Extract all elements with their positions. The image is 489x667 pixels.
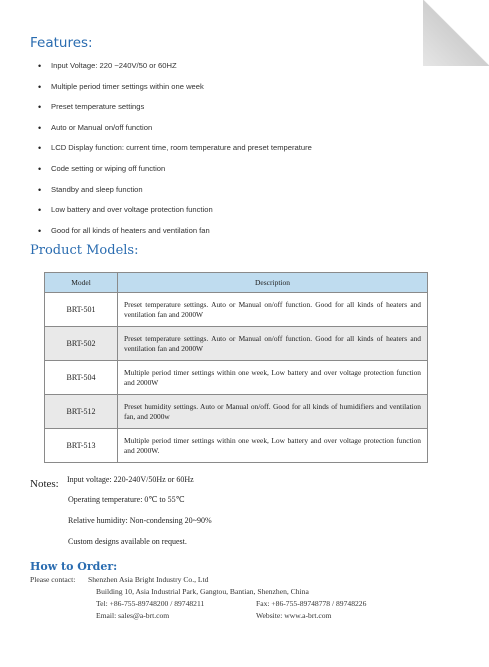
fax: Fax: +86-755-89748778 / 89748226 [256, 599, 367, 608]
website-link[interactable]: Website: www.a-brt.com [256, 611, 332, 620]
table-row [45, 395, 428, 429]
note-item: Custom designs available on request. [68, 537, 187, 546]
table-row [45, 327, 428, 361]
page-curl-corner [423, 0, 489, 66]
list-item: • Standby and sleep function [34, 182, 312, 203]
list-item: • LCD Display function: current time, room temperature and preset temperature [34, 140, 312, 161]
table-header-row [45, 273, 428, 293]
list-item: • Low battery and over voltage protection function [34, 202, 312, 223]
note-item: Input voltage: 220-240V/50Hz or 60Hz [67, 475, 194, 484]
description-cell: Preset temperature settings. Auto or Manual on/off function. Good for all kinds of heaters and ventilation fan and 2000W [118, 293, 428, 327]
table-row [45, 429, 428, 463]
column-header-model: Model [45, 273, 118, 293]
notes-section [30, 474, 212, 546]
list-item: • Multiple period timer settings within one week [34, 79, 312, 100]
column-header-description: Description [118, 273, 428, 293]
model-cell: BRT-513 [45, 429, 118, 463]
model-cell: BRT-502 [45, 327, 118, 361]
company-name: Shenzhen Asia Bright Industry Co., Ltd [88, 575, 209, 584]
description-cell: Preset humidity settings. Auto or Manual on/off. Good for all kinds of humidifiers and ventilation fan, and 2000w [118, 395, 428, 429]
model-cell: BRT-512 [45, 395, 118, 429]
list-item: • Auto or Manual on/off function [34, 120, 312, 141]
list-item: • Input Voltage: 220 ~240V/50 or 60HZ [34, 58, 312, 79]
contact-label: Please contact: [30, 575, 76, 584]
model-cell: BRT-501 [45, 293, 118, 327]
list-item: • Good for all kinds of heaters and ventilation fan [34, 223, 312, 244]
list-item: • Preset temperature settings [34, 99, 312, 120]
features-heading: Features: [30, 35, 93, 51]
note-item: Relative humidity: Non-condensing 20~90% [68, 516, 212, 525]
company-address: Building 10, Asia Industrial Park, Gangtou, Bantian, Shenzhen, China [96, 587, 309, 596]
table-row [45, 361, 428, 395]
email-link[interactable]: Email: sales@a-brt.com [96, 611, 170, 620]
note-item: Operating temperature: 0℃ to 55℃ [68, 495, 185, 504]
model-cell: BRT-504 [45, 361, 118, 395]
description-cell: Preset temperature settings. Auto or Manual on/off function. Good for all kinds of heaters and ventilation fan and 2000W [118, 327, 428, 361]
table-row [45, 293, 428, 327]
features-list [34, 58, 312, 243]
notes-label: Notes: [30, 478, 59, 490]
list-item: • Code setting or wiping off function [34, 161, 312, 182]
description-cell: Multiple period timer settings within one week, Low battery and over voltage protection function and 2000W. [118, 429, 428, 463]
product-models-table [44, 272, 428, 463]
product-models-heading: Product Models: [30, 243, 139, 258]
telephone: Tel: +86-755-89748200 / 89748211 [96, 599, 205, 608]
how-to-order-heading: How to Order: [30, 560, 118, 573]
description-cell: Multiple period timer settings within one week, Low battery and over voltage protection function and 2000W [118, 361, 428, 395]
